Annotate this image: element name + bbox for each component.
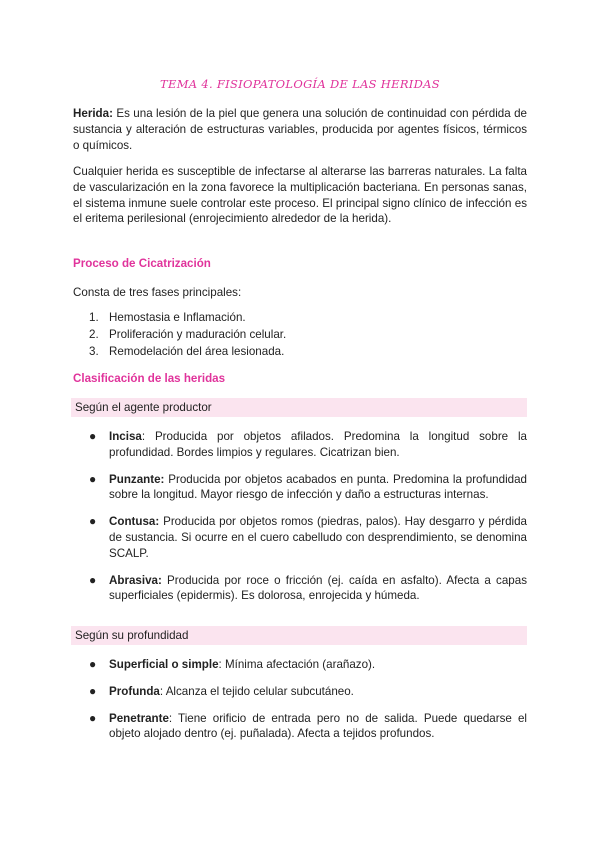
list-item bbox=[73, 657, 527, 673]
list-item-text: Hemostasia e Inflamación. bbox=[109, 311, 246, 324]
agente-list bbox=[73, 429, 527, 615]
page-title: TEMA 4. FISIOPATOLOGÍA DE LAS HERIDAS bbox=[160, 77, 440, 91]
item-text: Producida por roce o fricción (ej. caída en asfalto). Afecta a capas superficiales (epidermis). Es dolorosa, enrojecida y húmeda. bbox=[109, 573, 527, 603]
bullet-icon: ● bbox=[89, 710, 97, 725]
item-term: Incisa bbox=[109, 430, 142, 443]
list-item-text: Proliferación y maduración celular. bbox=[109, 328, 287, 341]
bullet-icon: ● bbox=[89, 657, 97, 671]
list-item bbox=[73, 514, 527, 561]
infection-paragraph: Cualquier herida es susceptible de infectarse al alterarse las barreras naturales. La falta de vascularización en la zona favorece la multiplicación bacteriana. En personas sanas, el sistema inmune suele controlar este proceso. El principal signo clínico de infección es el eritema perilesional (enrojecimiento alrededor de la herida). bbox=[73, 165, 527, 226]
definition-paragraph bbox=[73, 106, 527, 153]
item-term: Penetrante bbox=[109, 711, 169, 725]
item-term: Abrasiva: bbox=[109, 573, 162, 587]
phases-list bbox=[73, 309, 286, 360]
bullet-icon: ● bbox=[89, 572, 97, 587]
list-item bbox=[73, 326, 286, 343]
list-number: 1. bbox=[89, 311, 99, 324]
section-heading-cicatrizacion: Proceso de Cicatrización bbox=[73, 257, 211, 270]
bullet-icon: ● bbox=[89, 471, 97, 486]
item-text: : Alcanza el tejido celular subcutáneo. bbox=[159, 684, 354, 698]
definition-text: Es una lesión de la piel que genera una solución de continuidad con pérdida de sustancia y alteración de estructuras variables, producida por agentes físicos, térmicos o químicos. bbox=[73, 107, 527, 152]
list-number: 2. bbox=[89, 328, 99, 341]
phases-intro: Consta de tres fases principales: bbox=[73, 286, 242, 299]
profundidad-list bbox=[73, 657, 527, 753]
item-term: Superficial o simple bbox=[109, 658, 219, 671]
definition-term: Herida: bbox=[73, 107, 113, 120]
item-term: Punzante: bbox=[109, 472, 165, 486]
item-text: Producida por objetos romos (piedras, palos). Hay desgarro y pérdida de sustancia. Si ocurre en el cuero cabelludo con desprendimiento, se denomina SCALP. bbox=[109, 515, 527, 560]
list-item bbox=[73, 429, 527, 461]
item-text: : Producida por objetos afilados. Predomina la longitud sobre la profundidad. Bordes limpios y regulares. Cicatrizan bien. bbox=[109, 430, 527, 459]
list-item bbox=[73, 684, 527, 700]
item-term: Profunda bbox=[109, 684, 160, 698]
bullet-icon: ● bbox=[89, 429, 97, 443]
list-number: 3. bbox=[89, 345, 99, 358]
list-item bbox=[73, 472, 527, 504]
subsection-band-agente: Según el agente productor bbox=[71, 398, 527, 417]
list-item bbox=[73, 343, 286, 360]
item-term: Contusa: bbox=[109, 515, 160, 529]
list-item bbox=[73, 309, 286, 326]
list-item-text: Remodelación del área lesionada. bbox=[109, 345, 285, 358]
item-text: : Tiene orificio de entrada pero no de salida. Puede quedarse el objeto alojado dentro (ej. puñalada). Afecta a tejidos profundos. bbox=[109, 711, 527, 741]
list-item bbox=[73, 711, 527, 743]
bullet-icon: ● bbox=[89, 683, 97, 698]
item-text: Producida por objetos acabados en punta. Predomina la profundidad sobre la longitud. Mayor riesgo de infección y daño a estructuras internas. bbox=[109, 472, 527, 502]
item-text: : Mínima afectación (arañazo). bbox=[218, 658, 376, 671]
bullet-icon: ● bbox=[89, 514, 97, 529]
list-item bbox=[73, 573, 527, 605]
subsection-band-profundidad: Según su profundidad bbox=[71, 626, 527, 645]
section-heading-clasificacion: Clasificación de las heridas bbox=[73, 372, 226, 385]
